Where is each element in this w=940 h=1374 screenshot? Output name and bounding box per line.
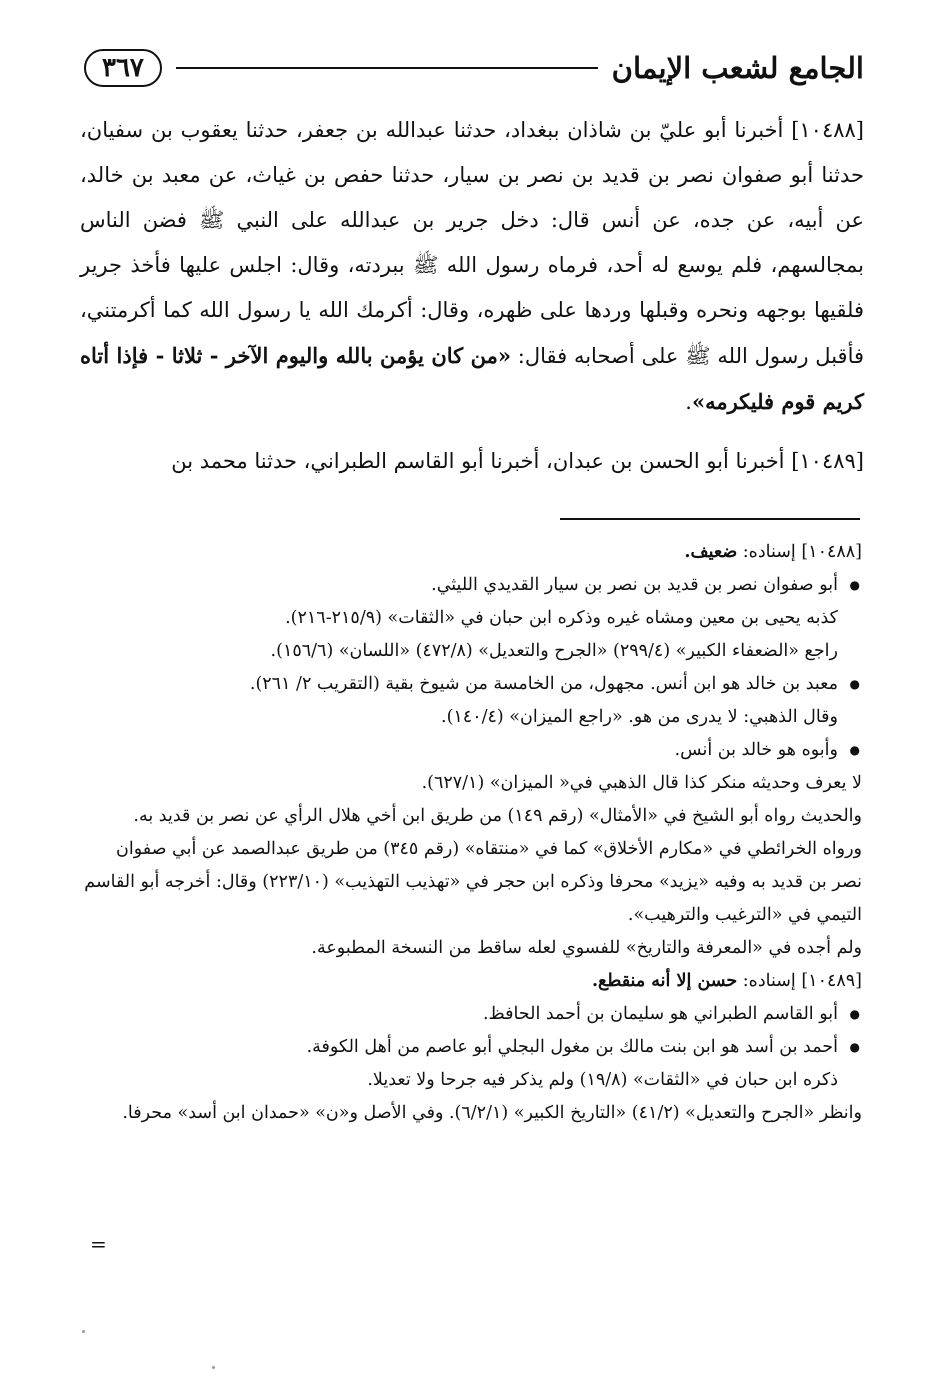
note-line: ذكره ابن حبان في «الثقات» (١٩/٨) ولم يذكر فيه جرحا ولا تعديلا. <box>367 1070 838 1090</box>
note-line: وانظر «الجرح والتعديل» (٤١/٢) «التاريخ الكبير» (٦/٢/١). وفي الأصل و«ن» «حمدان ابن أسد» محرفا. <box>122 1103 862 1123</box>
hadith-10488-end: . <box>685 390 692 414</box>
note-bullet: ● أبو صفوان نصر بن قديد بن نصر بن سيار القديدي الليثي. <box>84 569 862 602</box>
page-header <box>84 40 864 96</box>
note-label: [١٠٤٨٩] إسناده: <box>742 971 862 991</box>
scan-speck <box>82 1330 85 1333</box>
note-grade: ضعيف. <box>684 542 738 562</box>
scan-speck <box>212 1366 215 1369</box>
footnotes <box>84 536 862 1130</box>
header-rule <box>176 67 598 69</box>
footnote-separator <box>560 518 860 520</box>
hadith-10489: [١٠٤٨٩] أخبرنا أبو الحسن بن عبدان، أخبرنا أبو القاسم الطبراني، حدثنا محمد بن <box>171 449 864 473</box>
note-grade: حسن إلا أنه منقطع. <box>591 971 738 991</box>
hadith-10488-text: [١٠٤٨٨] أخبرنا أبو عليّ بن شاذان ببغداد، حدثنا عبدالله بن جعفر، حدثنا يعقوب بن سفيان، حدثنا أبو صفوان نصر بن قديد بن نصر بن سيار، حدثنا حفص بن غياث، عن معبد بن خالد، عن أبيه، عن جده، عن أنس قال: دخل جرير بن عبدالله على النبي ﷺ فضن الناس بمجالسهم، فلم يوسع له أحد، فرماه رسول الله ﷺ ببردته، وقال: اجلس عليها فأخذ جرير فلقيها بوجهه ونحره وقبلها وردها على ظهره، وقال: أكرمك الله يا رسول الله كما أكرمتني، فأقبل رسول الله ﷺ على أصحابه فقال: <box>80 118 865 368</box>
note-bullet: ● أحمد بن أسد هو ابن بنت مالك بن مغول البجلي أبو عاصم من أهل الكوفة. <box>84 1031 862 1064</box>
main-text <box>80 108 864 484</box>
note-line: ولم أجده في «المعرفة والتاريخ» للفسوي لعله ساقط من النسخة المطبوعة. <box>311 938 862 958</box>
note-line: والحديث رواه أبو الشيخ في «الأمثال» (رقم ١٤٩) من طريق ابن أخي هلال الرأي عن نصر بن قديد به. <box>133 806 862 826</box>
hadith-10488 <box>80 108 864 425</box>
note-10489-heading <box>84 965 862 998</box>
page-number: ٣٦٧ <box>84 49 162 87</box>
note-line: كذبه يحيى بن معين ومشاه غيره وذكره ابن حبان في «الثقات» (٢١٥/٩-٢١٦). <box>285 608 838 628</box>
note-line: وقال الذهبي: لا يدرى من هو. «راجع الميزان» (١٤٠/٤). <box>441 707 838 727</box>
note-label: [١٠٤٨٨] إسناده: <box>742 542 862 562</box>
continuation-mark: = <box>90 1232 107 1256</box>
note-10488-heading <box>84 536 862 569</box>
note-bullet: ● وأبوه هو خالد بن أنس. <box>84 734 862 767</box>
note-line: راجع «الضعفاء الكبير» (٢٩٩/٤) «الجرح والتعديل» (٤٧٢/٨) «اللسان» (١٥٦/٦). <box>270 641 838 661</box>
book-title: الجامع لشعب الإيمان <box>611 51 864 85</box>
note-line: ورواه الخرائطي في «مكارم الأخلاق» كما في «منتقاه» (رقم ٣٤٥) من طريق عبدالصمد عن أبي صفوان نصر بن قديد به وفيه «يزيد» محرفا وذكره ابن حجر في «تهذيب التهذيب» (٢٢٣/١٠) وقال: أخرجه أبو القاسم التيمي في «الترغيب والترهيب». <box>84 839 862 925</box>
note-bullet: ● أبو القاسم الطبراني هو سليمان بن أحمد الحافظ. <box>84 998 862 1031</box>
note-line: لا يعرف وحديثه منكر كذا قال الذهبي في« الميزان» (٦٢٧/١). <box>421 773 862 793</box>
hadith-quote: «من كان يؤمن بالله واليوم الآخر - ثلاثا - فإذا أتاه كريم قوم فليكرمه» <box>80 343 864 414</box>
note-bullet: ● معبد بن خالد هو ابن أنس. مجهول، من الخامسة من شيوخ بقية (التقريب ٢/ ٢٦١). <box>84 668 862 701</box>
